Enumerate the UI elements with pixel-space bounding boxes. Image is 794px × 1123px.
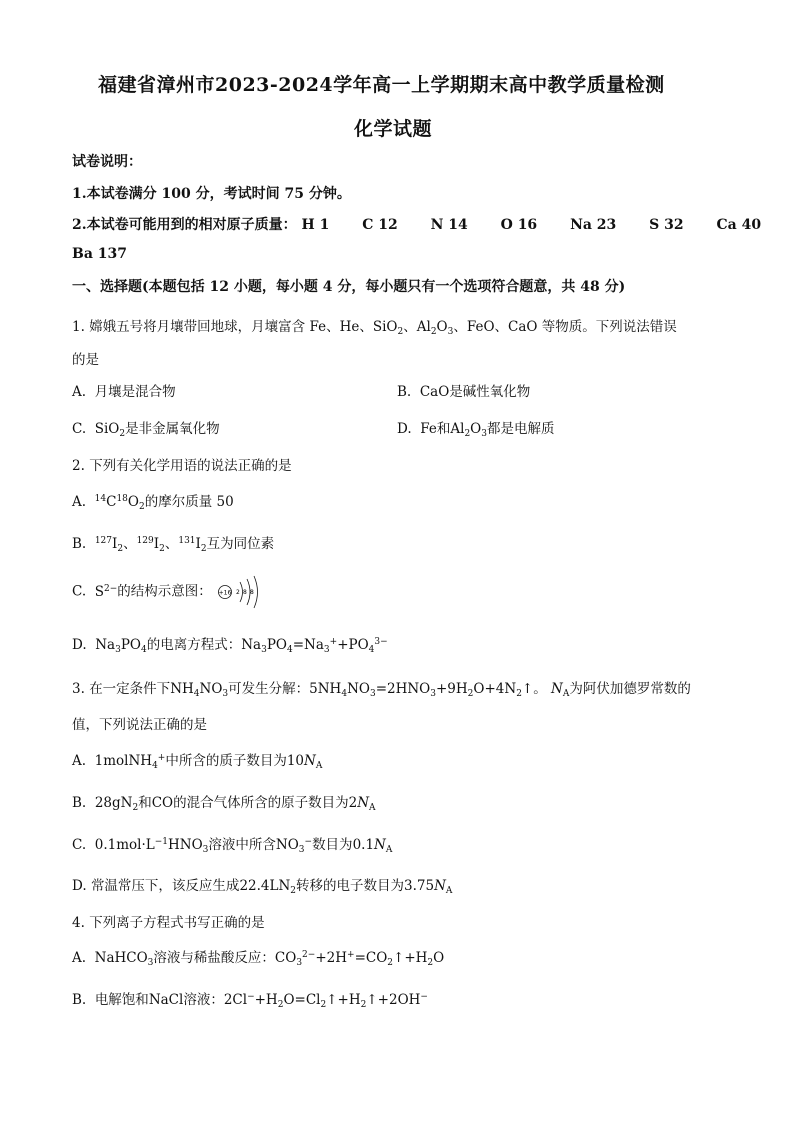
option-label: D. <box>72 637 87 653</box>
option-formula: Fe <box>420 421 437 437</box>
option-text: 电解饱和 <box>94 992 149 1008</box>
option-text: 的结构示意图： <box>117 583 212 600</box>
option-value: $10N_A$ <box>286 753 323 771</box>
option-text: 溶液中所含 <box>208 837 276 853</box>
q3-option-c <box>72 833 392 855</box>
option-text: 的电离方程式： <box>146 637 242 653</box>
mass-na: Na 23 <box>570 217 617 233</box>
q1-number: 1. <box>72 319 85 335</box>
option-text: 数目为 <box>312 837 353 853</box>
option-formula: CO <box>151 795 174 811</box>
notes-heading: 试卷说明： <box>72 154 142 170</box>
option-formula: $^{127}I_2$、$^{129}I_2$、$^{131}I_2$ <box>94 536 207 554</box>
q4-stem <box>72 911 265 931</box>
option-label: A. <box>72 494 87 510</box>
option-formula: NaHCO$_3$ <box>94 950 154 968</box>
option-text: 溶液： <box>183 992 224 1008</box>
q2-option-b <box>72 532 274 554</box>
option-equation: $Na_3PO_4=Na_3^++PO_4^{3-}$ <box>241 637 388 655</box>
shell-electrons-2: 8 <box>243 589 247 596</box>
shell-arc-3 <box>254 576 258 608</box>
q3-equation: $5NH_4NO_3=2HNO_3+9H_2O+4N_2↑$ <box>309 681 534 699</box>
notes-mass-prefix: 2.本试卷可能用到的相对原子质量： <box>72 217 297 233</box>
q2-option-d <box>72 633 388 655</box>
option-value: $0.1N_A$ <box>352 837 393 855</box>
q1-formulas: Fe、He、SiO$_2$、$Al_2O_3$、FeO、CaO <box>309 319 538 337</box>
q1-option-d <box>397 417 554 439</box>
option-text: 都是电解质 <box>486 421 555 437</box>
q1-stem <box>72 315 677 337</box>
option-formula: $Al_2O_3$ <box>450 421 487 439</box>
notes-line-3: Ba 137 <box>72 246 128 262</box>
exam-title: 福建省漳州市2023-2024学年高一上学期期末高中教学质量检测 <box>98 74 665 96</box>
option-equation: $2Cl^-+H_2O=Cl_2↑+H_2↑+2OH^-$ <box>223 992 428 1010</box>
q3-text-2: 可发生分解： <box>228 681 310 697</box>
q3-formula: $NH_4NO_3$ <box>170 681 229 699</box>
section-1-heading: 一、选择题(本题包括 12 小题，每小题 4 分，每小题只有一个选项符合题意，共 48 分) <box>72 279 626 295</box>
mass-o: O 16 <box>500 217 538 233</box>
mass-h: H 1 <box>301 217 330 233</box>
option-label: D. <box>72 878 87 894</box>
option-text: 和 <box>436 421 451 437</box>
q4-text: 下列离子方程式书写正确的是 <box>89 915 265 931</box>
option-value: $2N_A$ <box>348 795 376 813</box>
sulfur-ion-structure-diagram <box>216 574 264 610</box>
q4-option-b <box>72 988 428 1010</box>
option-label: A. <box>72 950 87 966</box>
option-text: 中所含的质子数目为 <box>165 753 287 769</box>
q4-number: 4. <box>72 915 85 931</box>
option-text: 溶液与稀盐酸反应： <box>153 950 275 966</box>
mass-ca: Ca 40 <box>716 217 762 233</box>
option-text: 的摩尔质量 50 <box>144 494 234 510</box>
q2-option-c <box>72 574 264 610</box>
q2-stem <box>72 454 292 474</box>
option-formula: $Na_3PO_4$ <box>95 637 147 655</box>
option-text: 和 <box>138 795 152 811</box>
option-formula: $S^{2-}$ <box>94 583 118 600</box>
q3-number: 3. <box>72 681 85 697</box>
option-label: C. <box>72 837 87 853</box>
q3-option-b <box>72 791 376 813</box>
option-label: B. <box>72 536 87 552</box>
mass-s: S 32 <box>649 217 684 233</box>
nucleus-label: +16 <box>218 589 232 597</box>
option-label: A. <box>72 753 87 769</box>
shell-electrons-3: 8 <box>250 589 254 596</box>
option-formula: $28gN_2$ <box>94 795 139 813</box>
q3-stem: 3. 在一定条件下$NH_4NO_3$可发生分解：$5NH_4NO_3=2HNO_3+9H_2O+4N_2↑$。 $N_A$为阿伏加德罗常数的 <box>72 681 691 699</box>
q4-option-a <box>72 946 444 968</box>
q1-option-c <box>72 417 220 439</box>
option-label: A. <box>72 384 87 400</box>
option-formula: $NO_3^-$ <box>275 837 313 855</box>
option-text: 是碱性氧化物 <box>449 384 531 400</box>
option-formula: $^{14}C^{18}O_2$ <box>94 494 145 512</box>
option-formula: NaCl <box>148 992 184 1008</box>
q3-option-a <box>72 749 322 771</box>
option-text: 互为同位素 <box>206 536 275 552</box>
q1-text-2: 等物质。下列说法错误 <box>541 319 677 335</box>
q1-option-a <box>72 380 176 400</box>
option-text: 常温常压下，该反应生成 <box>90 878 240 894</box>
option-equation: $CO_3^{2-}+2H^+=CO_2↑+H_2O$ <box>274 950 445 968</box>
option-formula: 1molNH$_4$+ <box>94 753 166 771</box>
option-formula: $22.4LN_2$ <box>239 878 297 896</box>
option-formula: $0.1mol\cdot L^{-1}HNO_3$ <box>94 837 209 855</box>
option-text: 是非金属氧化物 <box>125 421 220 437</box>
q3-text-4: 为阿伏加德罗常数的 <box>569 681 691 697</box>
option-text: 转移的电子数目为 <box>296 878 405 894</box>
q3-text-3: 。 <box>533 681 547 697</box>
option-label: C. <box>72 583 87 600</box>
notes-line-2 <box>72 214 761 234</box>
option-text: 月壤是混合物 <box>94 384 176 400</box>
option-formula: CaO <box>419 384 450 400</box>
q3-option-d <box>72 874 452 896</box>
mass-n: N 14 <box>430 217 468 233</box>
q1-option-b <box>397 380 530 400</box>
option-label: C. <box>72 421 87 437</box>
shell-electrons-1: 2 <box>236 589 240 596</box>
option-label: B. <box>397 384 412 400</box>
q2-option-a <box>72 490 234 512</box>
option-label: B. <box>72 795 87 811</box>
q3-text-1: 在一定条件下 <box>89 681 171 697</box>
option-label: D. <box>397 421 412 437</box>
exam-subtitle: 化学试题 <box>354 118 433 140</box>
option-label: B. <box>72 992 87 1008</box>
q2-text: 下列有关化学用语的说法正确的是 <box>89 458 292 474</box>
mass-c: C 12 <box>362 217 398 233</box>
option-value: $3.75N_A$ <box>404 878 453 896</box>
option-text: 的混合气体所含的原子数目为 <box>173 795 349 811</box>
notes-line-1: 1.本试卷满分 100 分，考试时间 75 分钟。 <box>72 186 351 202</box>
q2-number: 2. <box>72 458 85 474</box>
q1-text-1: 嫦娥五号将月壤带回地球，月壤富含 <box>89 319 306 335</box>
q3-na-symbol: N <box>551 681 563 697</box>
q3-stem-cont: 值，下列说法正确的是 <box>72 717 207 733</box>
option-formula: SiO$_2$ <box>94 421 126 439</box>
q1-stem-cont: 的是 <box>72 352 99 368</box>
